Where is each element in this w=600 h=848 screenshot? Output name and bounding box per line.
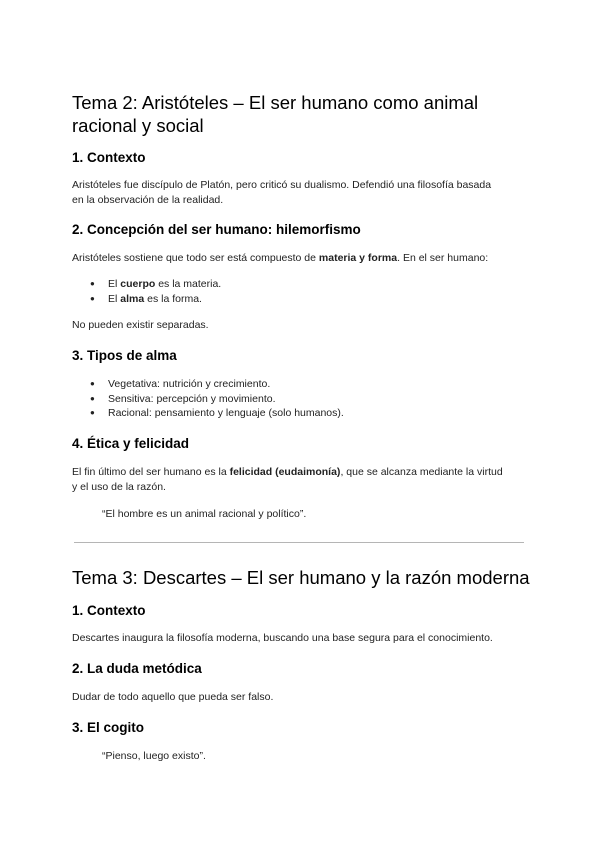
tema2-s4-l1-bold: felicidad (eudaimonía) — [229, 466, 341, 478]
tema3-s3-quote: “Pienso, luego existo”. — [102, 750, 206, 762]
tema2-s1-line1: Aristóteles fue discípulo de Platón, pero criticó su dualismo. Defendió una filosofía basada — [72, 179, 492, 191]
tema2-s2-paragraph — [72, 251, 488, 266]
tema2-title-line1: Tema 2: Aristóteles – El ser humano como animal — [72, 92, 479, 113]
tema2-s2-bullet-list — [90, 277, 221, 306]
tema2-s2-p-bold: materia y forma — [318, 252, 398, 264]
tema3-s3-heading: 3. El cogito — [72, 720, 145, 735]
tema2-s4-l1-post: , que se alcanza mediante la virtud — [340, 466, 503, 478]
tema3-title: Tema 3: Descartes – El ser humano y la razón moderna — [72, 567, 530, 588]
tema2-s4-heading: 4. Ética y felicidad — [72, 436, 190, 451]
list-item — [90, 277, 221, 292]
tema2-s2-b1-post: es la materia. — [155, 278, 222, 290]
tema2-s1-heading: 1. Contexto — [72, 150, 146, 165]
tema2-s2-b1-pre: El — [108, 278, 121, 290]
section-divider — [74, 542, 524, 543]
tema2-s2-b2-pre: El — [108, 292, 121, 305]
list-item — [90, 292, 221, 307]
tema2-s3-bullet-list — [90, 377, 344, 421]
tema2-s4-line2: y el uso de la razón. — [72, 481, 166, 493]
tema3-s2-heading: 2. La duda metódica — [72, 661, 202, 676]
tema3-s2-text: Dudar de todo aquello que pueda ser falso. — [72, 691, 274, 703]
tema2-s4-quote: “El hombre es un animal racional y político”. — [102, 508, 307, 520]
tema2-s4-line1 — [72, 465, 503, 480]
tema2-s2-after: No pueden existir separadas. — [72, 319, 209, 331]
list-item: ● Racional: pensamiento y lenguaje (solo humanos). — [90, 406, 344, 421]
tema2-s2-p-post: . En el ser humano: — [397, 252, 489, 264]
tema3-s1-heading: 1. Contexto — [72, 603, 146, 618]
tema2-title-line2: racional y social — [72, 115, 204, 136]
list-item: ● Sensitiva: percepción y movimiento. — [90, 392, 344, 407]
tema2-s4-l1-pre: El fin último del ser humano es la — [72, 466, 230, 478]
tema2-s3-heading: 3. Tipos de alma — [72, 348, 177, 363]
tema3-s1-text: Descartes inaugura la filosofía moderna, buscando una base segura para el conocimiento. — [72, 632, 493, 644]
tema2-s1-line2: en la observación de la realidad. — [72, 194, 224, 206]
tema2-s2-b2-post: es la forma. — [144, 292, 202, 305]
tema2-s2-p-pre: Aristóteles sostiene que todo ser está compuesto de — [72, 252, 319, 264]
tema2-s2-b1-bold: cuerpo — [120, 278, 156, 290]
tema2-s2-heading: 2. Concepción del ser humano: hilemorfismo — [72, 222, 361, 237]
tema2-s2-b2-bold: alma — [120, 292, 145, 305]
list-item: ● Vegetativa: nutrición y crecimiento. — [90, 377, 344, 392]
